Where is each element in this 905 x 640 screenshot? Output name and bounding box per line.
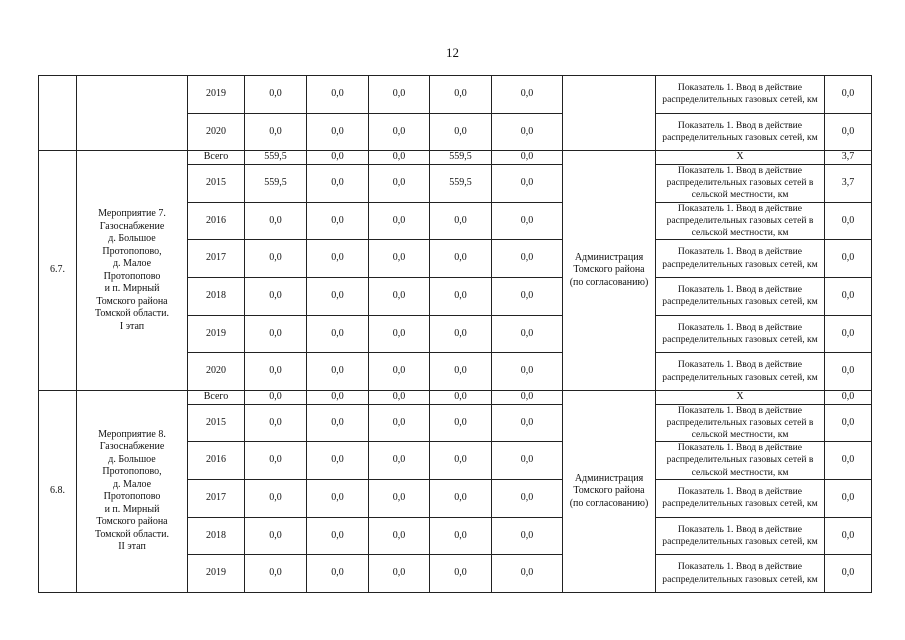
amount-cell: 0,0 xyxy=(307,151,369,165)
indicator-value-cell: 0,0 xyxy=(825,202,872,240)
year-cell: 2015 xyxy=(188,164,245,202)
amount-cell: 0,0 xyxy=(307,479,369,517)
table-row-total xyxy=(39,151,872,165)
program-table xyxy=(38,75,872,593)
amount-cell: 559,5 xyxy=(245,164,307,202)
page-number: 12 xyxy=(446,45,459,60)
indicator-cell: Показатель 1. Ввод в действие распределительных газовых сетей, км xyxy=(656,479,825,517)
amount-cell: 0,0 xyxy=(307,202,369,240)
amount-cell: 0,0 xyxy=(430,202,492,240)
year-cell: 2020 xyxy=(188,353,245,391)
amount-cell: 0,0 xyxy=(430,315,492,353)
amount-cell: 0,0 xyxy=(369,353,430,391)
amount-cell: 0,0 xyxy=(369,404,430,442)
amount-cell: 0,0 xyxy=(492,240,563,278)
year-cell: 2016 xyxy=(188,442,245,480)
amount-cell: 0,0 xyxy=(430,555,492,593)
indicator-value-cell: 0,0 xyxy=(825,353,872,391)
indicator-value-cell: 0,0 xyxy=(825,240,872,278)
amount-cell: 0,0 xyxy=(492,391,563,405)
amount-cell: 0,0 xyxy=(369,391,430,405)
year-cell: 2017 xyxy=(188,479,245,517)
year-cell: Всего xyxy=(188,151,245,165)
amount-cell: 0,0 xyxy=(430,442,492,480)
amount-cell: 0,0 xyxy=(369,202,430,240)
amount-cell: 0,0 xyxy=(245,555,307,593)
amount-cell: 0,0 xyxy=(369,240,430,278)
amount-cell: 0,0 xyxy=(307,315,369,353)
indicator-value-cell: 0,0 xyxy=(825,113,872,151)
indicator-value-cell: 0,0 xyxy=(825,555,872,593)
amount-cell: 0,0 xyxy=(492,315,563,353)
amount-cell: 0,0 xyxy=(245,404,307,442)
indicator-cell: Показатель 1. Ввод в действие распределительных газовых сетей, км xyxy=(656,353,825,391)
amount-cell: 0,0 xyxy=(307,277,369,315)
year-cell: 2015 xyxy=(188,404,245,442)
amount-cell: 0,0 xyxy=(492,555,563,593)
amount-cell: 0,0 xyxy=(245,391,307,405)
executor-cell: Администрация Томского района (по согласованию) xyxy=(563,391,656,593)
amount-cell: 0,0 xyxy=(245,113,307,151)
indicator-cell: Показатель 1. Ввод в действие распределительных газовых сетей в сельской местности, км xyxy=(656,202,825,240)
indicator-value-cell: 0,0 xyxy=(825,76,872,114)
amount-cell: 0,0 xyxy=(245,202,307,240)
amount-cell: 0,0 xyxy=(430,517,492,555)
amount-cell: 0,0 xyxy=(307,240,369,278)
amount-cell: 0,0 xyxy=(307,76,369,114)
indicator-value-cell: 0,0 xyxy=(825,517,872,555)
amount-cell: 0,0 xyxy=(307,517,369,555)
amount-cell: 0,0 xyxy=(307,113,369,151)
amount-cell: 0,0 xyxy=(430,353,492,391)
amount-cell: 0,0 xyxy=(430,404,492,442)
amount-cell: 0,0 xyxy=(430,76,492,114)
amount-cell: 0,0 xyxy=(430,391,492,405)
amount-cell: 0,0 xyxy=(492,164,563,202)
indicator-value-cell: 3,7 xyxy=(825,164,872,202)
amount-cell: 559,5 xyxy=(430,164,492,202)
indicator-value-cell: 0,0 xyxy=(825,479,872,517)
amount-cell: 0,0 xyxy=(492,76,563,114)
amount-cell: 0,0 xyxy=(245,479,307,517)
item-number: 6.7. xyxy=(39,151,77,391)
amount-cell: 559,5 xyxy=(430,151,492,165)
year-cell: 2017 xyxy=(188,240,245,278)
table-row-total xyxy=(39,391,872,405)
amount-cell: 0,0 xyxy=(245,517,307,555)
number-cell-empty xyxy=(39,76,77,151)
indicator-cell: Показатель 1. Ввод в действие распределительных газовых сетей в сельской местности, км xyxy=(656,404,825,442)
event-cell-empty xyxy=(77,76,188,151)
amount-cell: 0,0 xyxy=(369,442,430,480)
amount-cell: 0,0 xyxy=(369,151,430,165)
year-cell: 2020 xyxy=(188,113,245,151)
amount-cell: 0,0 xyxy=(307,353,369,391)
amount-cell: 559,5 xyxy=(245,151,307,165)
year-cell: 2019 xyxy=(188,555,245,593)
event-title: Мероприятие 7. Газоснабжение д. Большое Протопопово, д. Малое Протопопово и п. Мирный Томского района Томской области. I этап xyxy=(77,151,188,391)
executor-cell-empty xyxy=(563,76,656,151)
year-cell: 2016 xyxy=(188,202,245,240)
amount-cell: 0,0 xyxy=(245,240,307,278)
year-cell: 2019 xyxy=(188,315,245,353)
indicator-cell: Показатель 1. Ввод в действие распределительных газовых сетей, км xyxy=(656,113,825,151)
amount-cell: 0,0 xyxy=(245,442,307,480)
amount-cell: 0,0 xyxy=(492,442,563,480)
amount-cell: 0,0 xyxy=(430,479,492,517)
table-body xyxy=(39,76,872,593)
amount-cell: 0,0 xyxy=(369,164,430,202)
amount-cell: 0,0 xyxy=(492,113,563,151)
amount-cell: 0,0 xyxy=(307,164,369,202)
indicator-cell: Показатель 1. Ввод в действие распределительных газовых сетей в сельской местности, км xyxy=(656,442,825,480)
indicator-value-cell: 0,0 xyxy=(825,277,872,315)
amount-cell: 0,0 xyxy=(430,277,492,315)
indicator-cell: Показатель 1. Ввод в действие распределительных газовых сетей, км xyxy=(656,315,825,353)
amount-cell: 0,0 xyxy=(307,404,369,442)
item-number: 6.8. xyxy=(39,391,77,593)
amount-cell: 0,0 xyxy=(492,479,563,517)
year-cell: 2019 xyxy=(188,76,245,114)
amount-cell: 0,0 xyxy=(430,240,492,278)
executor-cell: Администрация Томского района (по согласованию) xyxy=(563,151,656,391)
amount-cell: 0,0 xyxy=(307,555,369,593)
indicator-x-cell: Х xyxy=(656,391,825,405)
amount-cell: 0,0 xyxy=(430,113,492,151)
amount-cell: 0,0 xyxy=(492,353,563,391)
amount-cell: 0,0 xyxy=(369,277,430,315)
amount-cell: 0,0 xyxy=(492,404,563,442)
indicator-x-cell: Х xyxy=(656,151,825,165)
amount-cell: 0,0 xyxy=(369,555,430,593)
amount-cell: 0,0 xyxy=(369,76,430,114)
amount-cell: 0,0 xyxy=(245,277,307,315)
amount-cell: 0,0 xyxy=(369,315,430,353)
indicator-cell: Показатель 1. Ввод в действие распределительных газовых сетей, км xyxy=(656,240,825,278)
indicator-cell: Показатель 1. Ввод в действие распределительных газовых сетей, км xyxy=(656,76,825,114)
amount-cell: 0,0 xyxy=(492,151,563,165)
year-cell: Всего xyxy=(188,391,245,405)
amount-cell: 0,0 xyxy=(492,277,563,315)
indicator-cell: Показатель 1. Ввод в действие распределительных газовых сетей, км xyxy=(656,277,825,315)
amount-cell: 0,0 xyxy=(245,76,307,114)
year-cell: 2018 xyxy=(188,517,245,555)
indicator-cell: Показатель 1. Ввод в действие распределительных газовых сетей, км xyxy=(656,517,825,555)
indicator-value-cell: 0,0 xyxy=(825,391,872,405)
indicator-value-cell: 0,0 xyxy=(825,442,872,480)
indicator-value-cell: 0,0 xyxy=(825,404,872,442)
event-title: Мероприятие 8. Газоснабжение д. Большое Протопопово, д. Малое Протопопово и п. Мирный Томского района Томской области. II этап xyxy=(77,391,188,593)
amount-cell: 0,0 xyxy=(369,479,430,517)
amount-cell: 0,0 xyxy=(369,113,430,151)
indicator-cell: Показатель 1. Ввод в действие распределительных газовых сетей в сельской местности, км xyxy=(656,164,825,202)
indicator-value-cell: 3,7 xyxy=(825,151,872,165)
amount-cell: 0,0 xyxy=(245,353,307,391)
indicator-cell: Показатель 1. Ввод в действие распределительных газовых сетей, км xyxy=(656,555,825,593)
amount-cell: 0,0 xyxy=(492,517,563,555)
table-row xyxy=(39,76,872,114)
indicator-value-cell: 0,0 xyxy=(825,315,872,353)
amount-cell: 0,0 xyxy=(492,202,563,240)
amount-cell: 0,0 xyxy=(245,315,307,353)
year-cell: 2018 xyxy=(188,277,245,315)
amount-cell: 0,0 xyxy=(307,442,369,480)
amount-cell: 0,0 xyxy=(307,391,369,405)
amount-cell: 0,0 xyxy=(369,517,430,555)
